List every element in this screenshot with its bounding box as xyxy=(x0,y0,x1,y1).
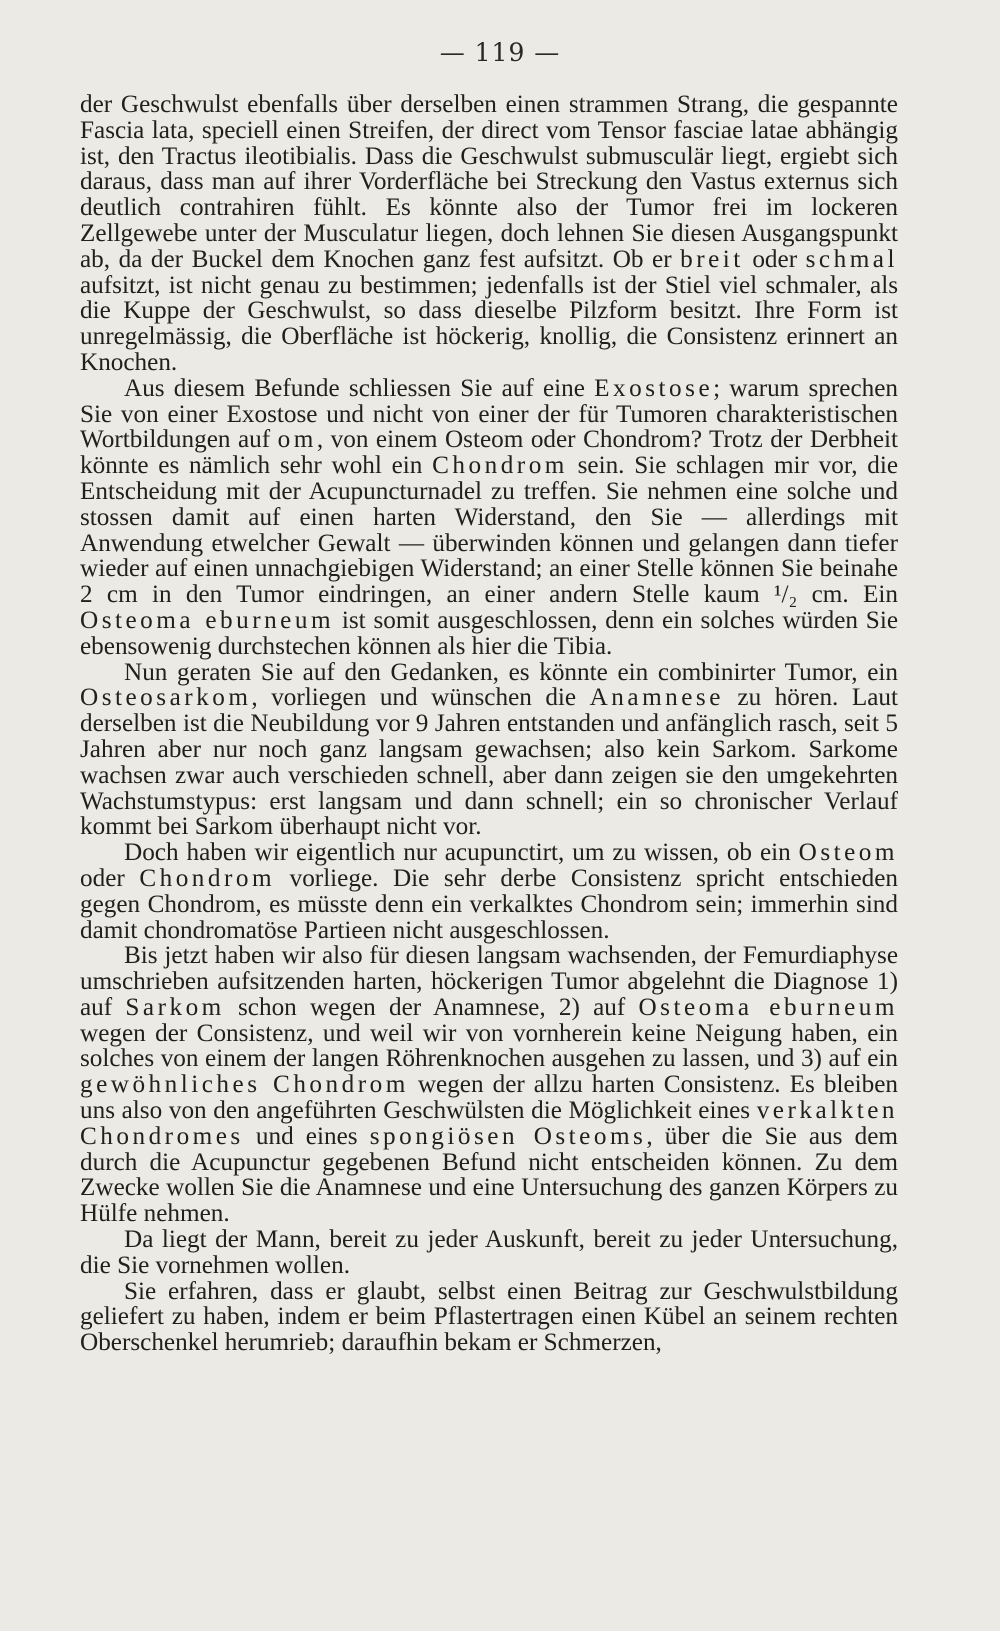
text-run: Sie erfahren, dass er glaubt, selbst einen Beitrag zur Geschwulstbildung geliefert zu haben, indem er beim Pflastertragen einen Kübel an seinem rechten Oberschenkel herumrieb; daraufhin bekam er Schmerzen, xyxy=(80,1277,898,1357)
spaced-term: Chondrom xyxy=(139,864,276,892)
text-run: vorliege. Die sehr derbe Consistenz spricht entschieden gegen Chondrom, es müsste denn ein verkalktes Chondrom sein; immerhin sind damit chondromatöse Partieen nicht ausgeschlossen. xyxy=(80,864,898,944)
spaced-term: Exostose xyxy=(594,374,714,402)
text-run: wegen der allzu harten Consistenz. Es bleiben uns also von den angeführten Geschwülsten die Möglichkeit eines xyxy=(80,1071,899,1125)
spaced-term: Anamnese xyxy=(589,684,724,712)
text-run: oder xyxy=(80,864,140,892)
paragraph-6 xyxy=(80,1227,898,1279)
paragraph-5 xyxy=(80,943,898,1227)
spaced-term: schmal xyxy=(805,245,898,273)
text-run: und eines xyxy=(243,1122,370,1150)
text-run: der Geschwulst ebenfalls über derselben einen strammen Strang, die gespannte Fascia lata, speciell einen Streifen, der direct vom Tensor fasciae latae abhängig ist, den Tractus ileotibialis. Dass die Geschwulst submusculär liegt, ergiebt sich daraus, dass man auf ihrer Vorderfläche bei Streckung den Vastus externus sich deutlich contrahiren fühlt. Es könnte also der Tumor frei im lockeren Zellgewebe unter der Musculatur liegen, doch lehnen Sie diesen Ausgangspunkt ab, da der Buckel dem Knochen ganz fest aufsitzt. Ob er xyxy=(80,91,898,273)
text-run: zu hören. Laut derselben ist die Neubildung vor 9 Jahren entstanden und anfänglich rasch, seit 5 Jahren aber nur noch ganz langsam gewachsen; also kein Sarkom. Sarkome wachsen zwar auch verschieden schnell, aber dann zeigen sie den umgekehrten Wachstumstypus: erst langsam und dann schnell; ein so chronischer Verlauf kommt bei Sarkom überhaupt nicht vor. xyxy=(80,684,898,841)
spaced-term: Osteosarkom xyxy=(80,684,252,712)
body-text xyxy=(80,92,898,1356)
page-number: — 119 — xyxy=(439,38,561,67)
text-run: , über die Sie aus dem durch die Acupunctur gegebenen Befund nicht entscheiden können. Zu dem Zwecke wollen Sie die Anamnese und eine Untersuchung des ganzen Körpers zu Hülfe nehmen. xyxy=(80,1122,898,1228)
spaced-term: Sarkom xyxy=(125,993,225,1021)
text-run: Bis jetzt haben wir also für diesen langsam wachsenden, der Femurdiaphyse umschrieben aufsitzenden harten, höckerigen Tumor abgelehnt die Diagnose 1) auf xyxy=(80,942,898,1021)
text-run: ist somit ausgeschlossen, denn ein solches würden Sie ebensowenig durchstechen können als hier die Tibia. xyxy=(80,606,898,660)
spaced-term: Osteom xyxy=(798,839,898,867)
spaced-term: breit xyxy=(680,245,744,273)
text-run: , vorliegen und wünschen die xyxy=(251,684,590,712)
text-run: Aus diesem Befunde schliessen Sie auf eine xyxy=(124,374,595,402)
text-run: Nun geraten Sie auf den Gedanken, es könnte ein combinirter Tumor, ein xyxy=(124,658,898,686)
text-run: ; warum sprechen Sie von einer Exostose und nicht von einer der für Tumoren charakteristischen Wortbildungen auf xyxy=(80,374,898,454)
paragraph-2 xyxy=(80,376,898,660)
paragraph-7 xyxy=(80,1279,898,1356)
paragraph-1 xyxy=(80,92,898,376)
paragraph-4 xyxy=(80,840,898,943)
text-run: aufsitzt, ist nicht genau zu bestimmen; jedenfalls ist der Stiel viel schmaler, als die Kuppe der Geschwulst, so dass dieselbe Pilzform besitzt. Ihre Form ist unregelmässig, die Oberfläche ist höckerig, knollig, die Consistenz erinnert an Knochen. xyxy=(80,271,898,376)
paragraph-3 xyxy=(80,660,898,841)
spaced-term: gewöhnliches Chondrom xyxy=(80,1071,409,1099)
spaced-term: om xyxy=(277,426,317,454)
text-run: Doch haben wir eigentlich nur acupunctirt, um zu wissen, ob ein xyxy=(124,839,799,867)
text-run: wegen der Consistenz, und weil wir von vornherein keine Neigung haben, ein solches von einem der langen Röhrenknochen ausgehen zu lassen, und 3) auf ein xyxy=(80,1019,898,1073)
spaced-term: verkalkten Chondromes xyxy=(80,1097,898,1150)
spaced-term: Osteoma eburneum xyxy=(80,606,335,634)
text-run: Da liegt der Mann, bereit zu jeder Auskunft, bereit zu jeder Untersuchung, die Sie vornehmen wollen. xyxy=(80,1226,898,1279)
text-run: schon wegen der Anamnese, 2) auf xyxy=(224,993,639,1021)
spaced-term: spongiösen Osteoms xyxy=(369,1122,647,1150)
spaced-term: Osteoma eburneum xyxy=(638,993,898,1021)
text-run: oder xyxy=(743,245,806,273)
text-run: , von einem Osteom oder Chondrom? Trotz der Derbheit könnte es nämlich sehr wohl ein xyxy=(80,426,898,480)
text-run: sein. Sie schlagen mir vor, die Entscheidung mit der Acupuncturnadel zu treffen. Sie nehmen eine solche und stossen damit auf einen harten Widerstand, den Sie — allerdings mit Anwendung etwelcher Gewalt — überwinden können und gelangen dann tiefer wieder auf einen unnachgiebigen Widerstand; an einer Stelle können Sie beinahe 2 cm in den Tumor eindringen, an einer andern Stelle kaum ¹/₂ cm. Ein xyxy=(80,452,898,609)
spaced-term: Chondrom xyxy=(432,452,568,480)
